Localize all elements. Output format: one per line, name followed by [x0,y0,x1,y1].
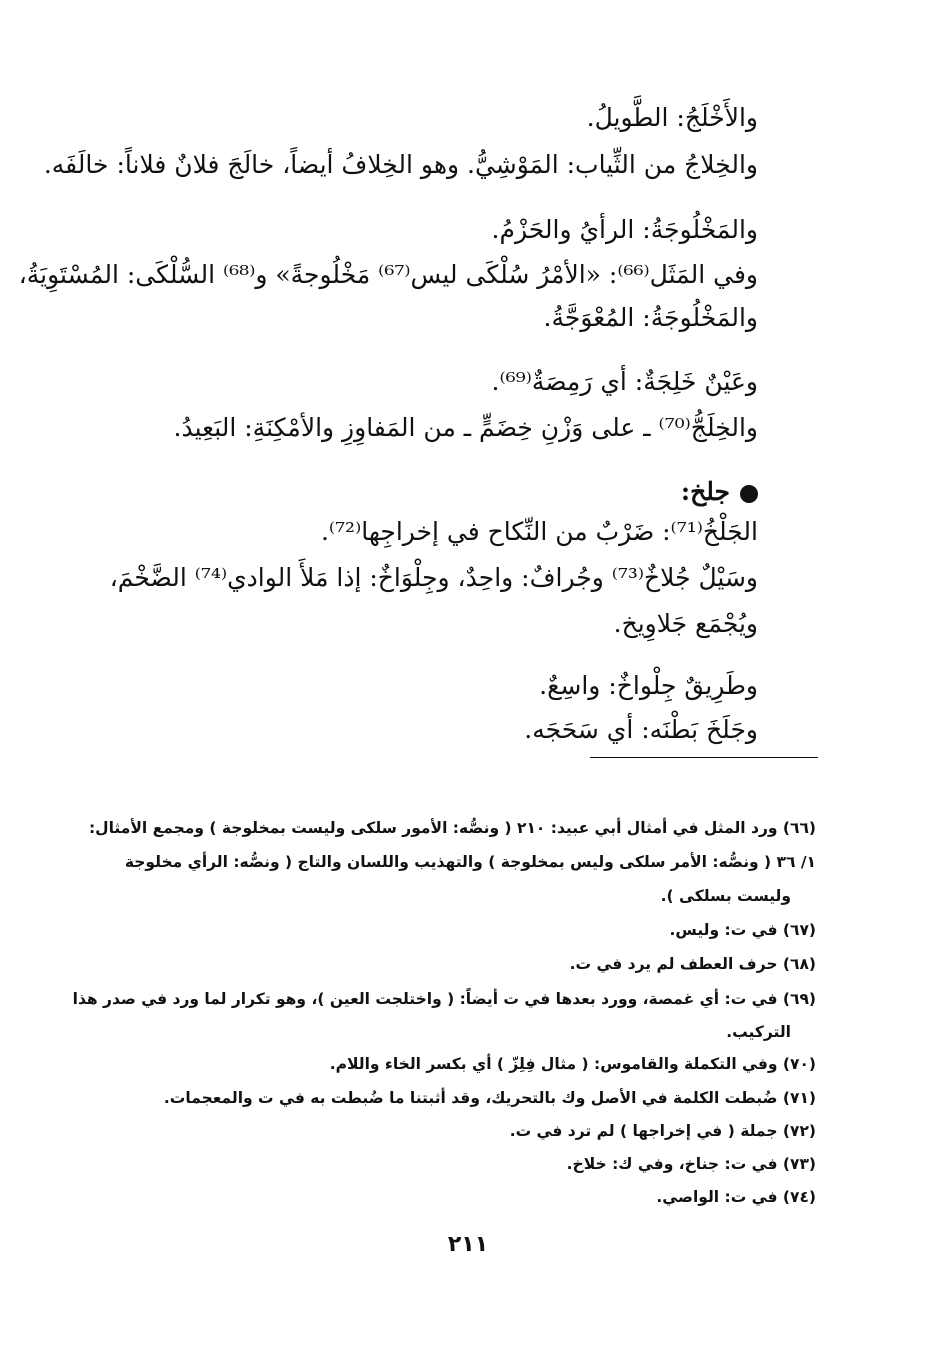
footnote-line-9: (٧١) ضُبطت الكلمة في الأصل وك بالتحريك، وقد أثبتنا ما ضُبطت به في ت والمعجمات. [163,1089,816,1107]
footnote-line-2: ١/ ٣٦ ( ونصُّه: الأمر سلكى وليس بمخلوجة ) والتهذيب واللسان والتاج ( ونصُّه: الرأي مخلوجة [124,853,816,871]
footnote-line-4: (٦٧) في ت: وليس. [669,921,816,939]
text-line-2: والخِلاجُ من الثِّياب: المَوْشِيُّ. وهو الخِلافُ أيضاً، خالَجَ فلانٌ فلاناً: خالَفَه. [43,150,758,179]
footnote-line-8: (٧٠) وفي التكملة والقاموس: ( مثال فِلِزّ ) أي بكسر الخاء واللام. [329,1055,816,1073]
footnote-line-6: (٦٩) في ت: أي غمصة، وورد بعدها في ت أيضاً: ( واختلجت العين )، وهو تكرار لما ورد في صدر هذا [72,990,816,1008]
text-line-5: والمَخْلُوجَةُ: المُعْوَجَّةُ. [543,303,758,332]
text-line-12: وجَلَخَ بَطْنَه: أي سَحَجَه. [524,715,758,744]
footnote-separator [590,757,818,758]
footnote-line-5: (٦٨) حرف العطف لم يرد في ت. [569,955,816,973]
footnote-line-3: وليست بسلكى ). [660,887,791,905]
text-line-11: وطَرِيقٌ جِلْواخٌ: واسِعٌ. [539,671,758,700]
entry-heading [681,472,758,512]
text-line-1: والأَخْلَجُ: الطَّويلُ. [586,103,758,132]
footnote-line-1: (٦٦) ورد المثل في أمثال أبي عبيد: ٢١٠ ( ونصُّه: الأمور سلكى وليست بمخلوجة ) ومجمع الأمثال: [88,819,816,837]
text-line-6: وعَيْنٌ خَلِجَةٌ: أي رَمِصَةٌ⁽⁶⁹⁾. [491,367,758,396]
page-number: ٢١١ [447,1232,489,1257]
footnote-line-12: (٧٤) في ت: الواصي. [656,1188,816,1206]
text-line-3: والمَخْلُوجَةُ: الرأيُ والحَزْمُ. [491,215,758,244]
text-line-7: والخِلَجُّ⁽⁷⁰⁾ ـ على وَزْنِ خِضَمٍّ ـ من المَفاوِزِ والأمْكِنَةِ: البَعِيدُ. [173,413,758,442]
footnote-line-11: (٧٣) في ت: جناخ، وفي ك: خلاخ. [566,1155,816,1173]
bullet-icon [740,485,758,503]
entry-heading-label: جلخ: [680,477,730,506]
footnote-line-7: التركيب. [726,1023,791,1041]
text-line-4: وفي المَثَل⁽⁶⁶⁾: «الأمْرُ سُلْكَى ليس⁽⁶⁷⁾ مَخْلُوجةً» و⁽⁶⁸⁾ السُّلْكَى: المُسْتَوِيَةُ، [18,260,758,289]
footnote-line-10: (٧٢) جملة ( في إخراجها ) لم ترد في ت. [509,1122,816,1140]
text-line-8: الجَلْخُ⁽⁷¹⁾: ضَرْبٌ من النِّكاح في إخراجِها⁽⁷²⁾. [320,517,758,546]
text-line-10: ويُجْمَع جَلاوِيخ. [613,609,758,638]
text-line-9: وسَيْلٌ جُلاخٌ⁽⁷³⁾ وجُرافٌ: واحِدٌ، وجِلْوَاخٌ: إذا مَلأَ الوادي⁽⁷⁴⁾ الضَّخْمَ، [109,563,758,592]
